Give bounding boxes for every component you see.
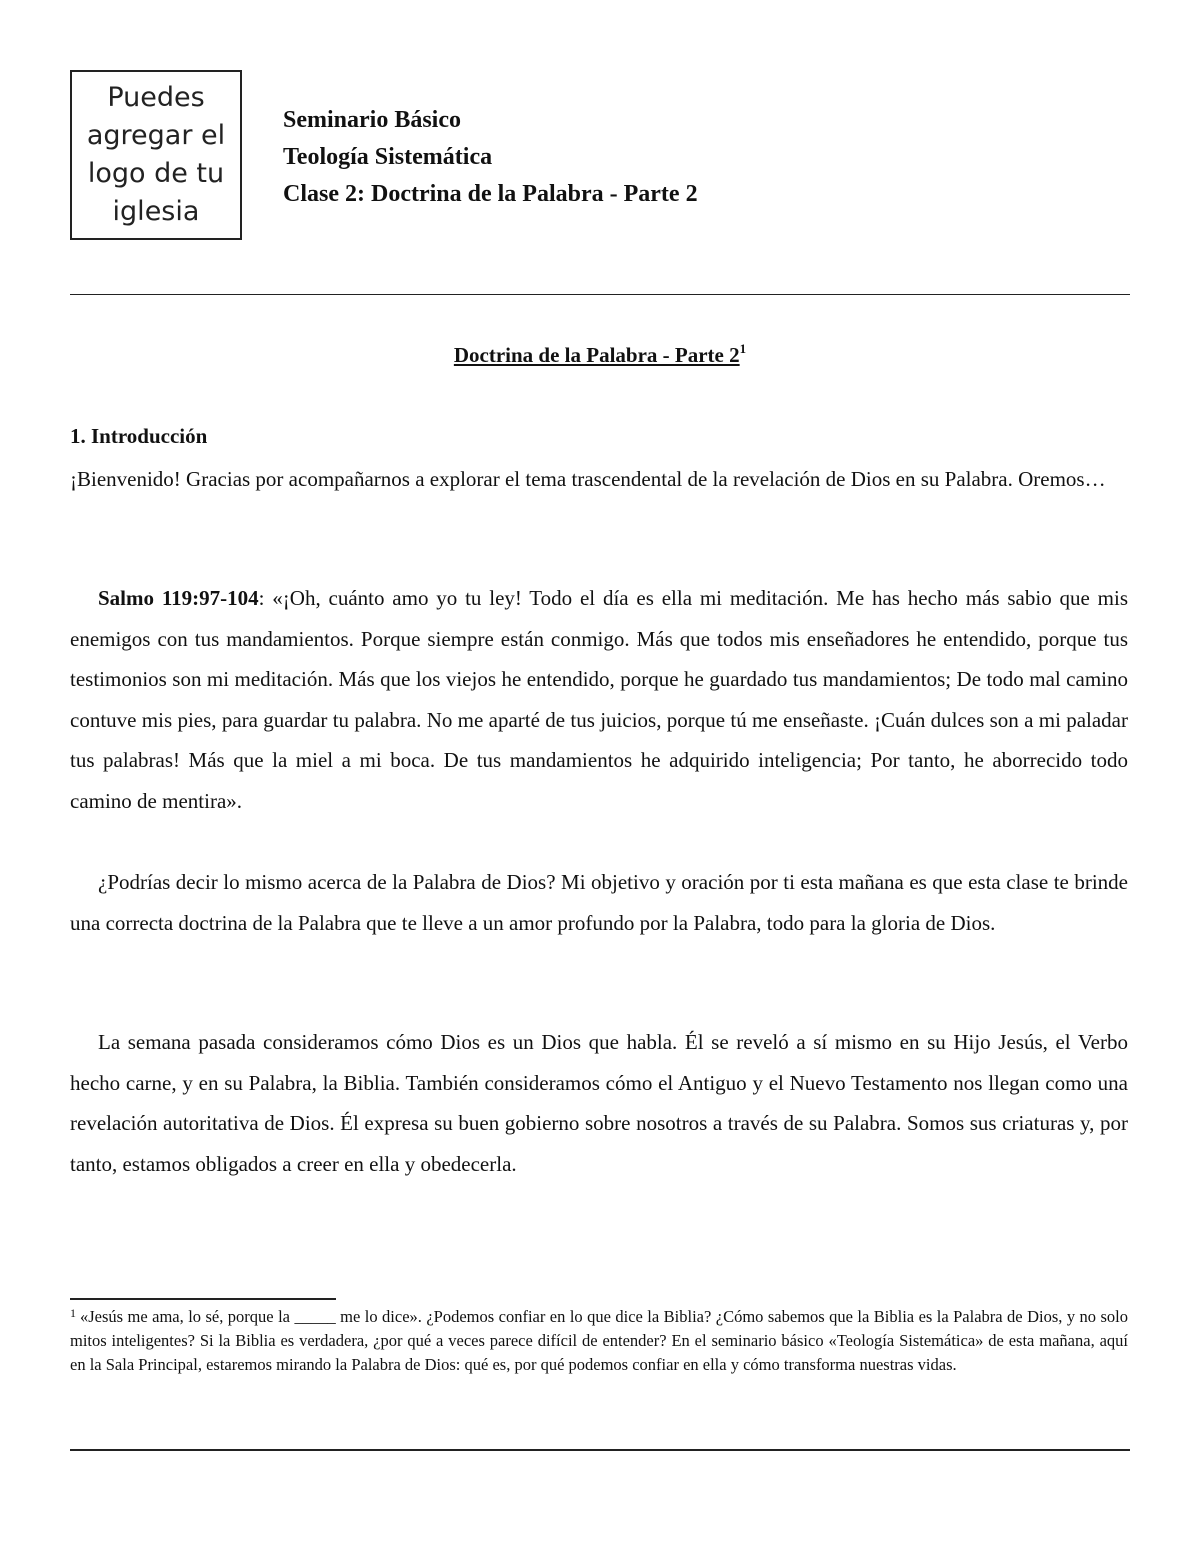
title-text: Doctrina de la Palabra - Parte 2 (453, 343, 740, 367)
header-seminar: Seminario Básico (283, 107, 461, 133)
logo-placeholder-text (87, 79, 225, 231)
footnote-number: 1 (70, 1306, 76, 1320)
recap-paragraph: La semana pasada consideramos cómo Dios es un Dios que habla. Él se reveló a sí mismo en su Hijo Jesús, el Verbo hecho carne, y en su Palabra, la Biblia. También consideramos cómo el Antiguo y el Nuevo Testamento nos llegan como una revelación autoritativa de Dios. Él expresa su buen gobierno sobre nosotros a través de su Palabra. Somos sus criaturas y, por tanto, estamos obligados a creer en ella y obedecerla. (70, 1030, 1128, 1176)
psalm-reference: Salmo 119:97-104 (98, 586, 259, 610)
footer-divider (70, 1449, 1130, 1451)
psalm-text: : «¡Oh, cuánto amo yo tu ley! Todo el día es ella mi meditación. Me has hecho más sabio que mis enemigos con tus mandamientos. Porque siempre están conmigo. Más que todos mis enseñadores he entendido, porque tus testimonios son mi meditación. Más que los viejos he entendido, porque he guardado tus mandamientos; De todo mal camino contuve mis pies, para guardar tu palabra. No me aparté de tus juicios, porque tú me enseñaste. ¡Cuán dulces son a mi paladar tus palabras! Más que la miel a mi boca. De tus mandamientos he adquirido inteligencia; Por tanto, he aborrecido todo camino de mentira». (70, 586, 1128, 813)
question-paragraph: ¿Podrías decir lo mismo acerca de la Palabra de Dios? Mi objetivo y oración por ti esta mañana es que esta clase te brinde una correcta doctrina de la Palabra que te lleve a un amor profundo por la Palabra, todo para la gloria de Dios. (70, 870, 1128, 935)
psalm-paragraph (70, 578, 1128, 822)
document-header (283, 102, 698, 213)
logo-line-2: agregar el (86, 120, 226, 151)
footnote (70, 1305, 1128, 1377)
section-heading: 1. Introducción (70, 424, 208, 448)
footnote-separator (70, 1298, 336, 1300)
header-divider (70, 294, 1130, 295)
logo-line-1: Puedes (107, 82, 205, 113)
title-footnote-ref[interactable]: 1 (739, 341, 747, 356)
header-course: Teología Sistemática (283, 144, 493, 170)
logo-line-4: iglesia (112, 196, 200, 227)
page-title (0, 340, 1200, 370)
logo-line-3: logo de tu (87, 158, 225, 189)
footnote-text: «Jesús me ama, lo sé, porque la _____ me lo dice». ¿Podemos confiar en lo que dice la Biblia? ¿Cómo sabemos que la Biblia es la Palabra de Dios, y no solo mitos inteligentes? Si la Biblia es verdadera, ¿por qué a veces parece difícil de entender? En el seminario básico «Teología Sistemática» de esta mañana, aquí en la Sala Principal, estaremos mirando la Palabra de Dios: qué es, por qué podemos confiar en ella y cómo transforma nuestras vidas. (70, 1307, 1128, 1374)
logo-placeholder (70, 70, 242, 240)
header-class: Clase 2: Doctrina de la Palabra - Parte 2 (283, 181, 698, 207)
intro-paragraph: ¡Bienvenido! Gracias por acompañarnos a explorar el tema trascendental de la revelación de Dios en su Palabra. Oremos… (70, 467, 1106, 491)
